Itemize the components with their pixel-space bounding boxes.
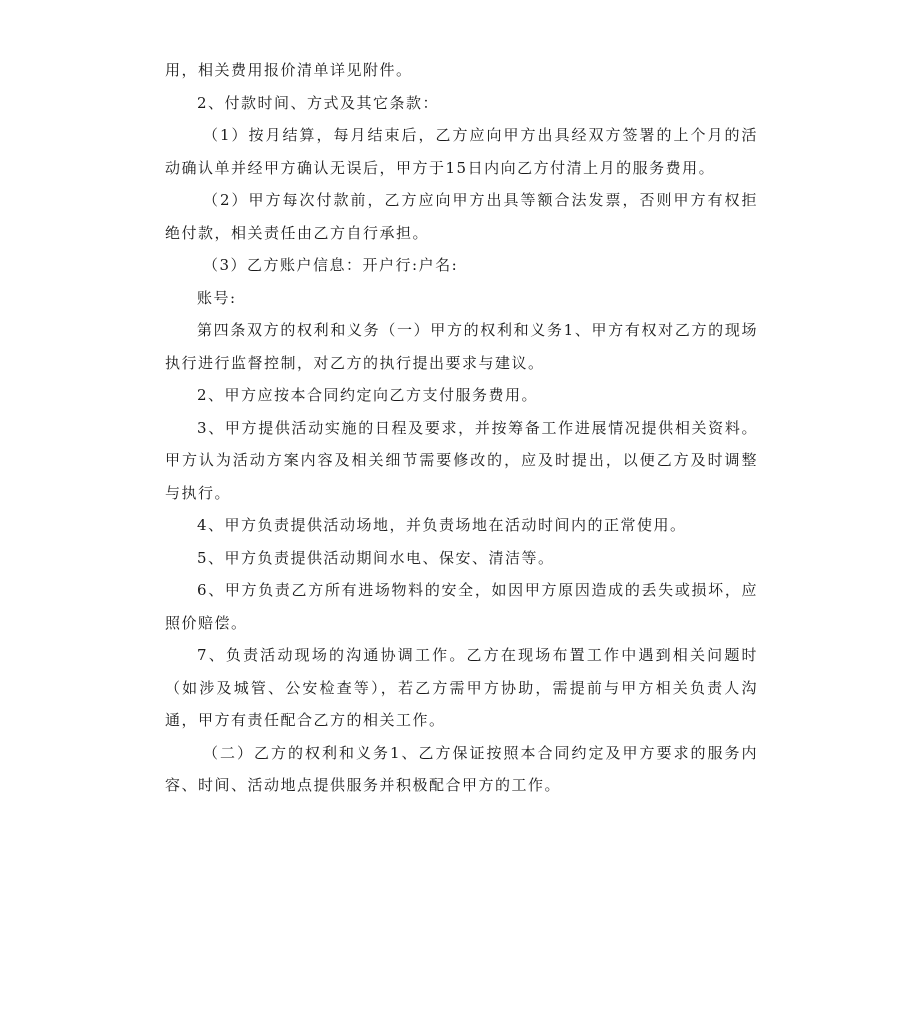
paragraph-party-a-materials: 6、甲方负责乙方所有进场物料的安全，如因甲方原因造成的丢失或损坏，应照价赔偿。 <box>165 581 758 632</box>
paragraph-payment-terms-heading: 2、付款时间、方式及其它条款： <box>197 93 440 112</box>
paragraph-invoice: （2）甲方每次付款前，乙方应向甲方出具等额合法发票，否则甲方有权拒绝付款，相关责任由乙方自行承担。 <box>165 191 758 242</box>
paragraph-continuation: 用，相关费用报价清单详见附件。 <box>165 61 413 79</box>
paragraph-party-a-payment: 2、甲方应按本合同约定向乙方支付服务费用。 <box>197 386 539 404</box>
document-body <box>165 54 758 802</box>
paragraph-article-four: 第四条双方的权利和义务（一）甲方的权利和义务1、甲方有权对乙方的现场执行进行监督控制，对乙方的执行提出要求与建议。 <box>165 321 758 372</box>
paragraph-party-a-schedule: 3、甲方提供活动实施的日程及要求，并按筹备工作进展情况提供相关资料。甲方认为活动方案内容及相关细节需要修改的，应及时提出，以便乙方及时调整与执行。 <box>165 418 758 502</box>
paragraph-monthly-settlement: （1）按月结算，每月结束后，乙方应向甲方出具经双方签署的上个月的活动确认单并经甲方确认无误后，甲方于15日内向乙方付清上月的服务费用。 <box>165 126 758 177</box>
paragraph-party-a-utilities: 5、甲方负责提供活动期间水电、保安、清洁等。 <box>197 548 555 567</box>
paragraph-account-info: （3）乙方账户信息：开户行:户名: <box>203 256 459 274</box>
paragraph-account-number: 账号: <box>197 288 237 307</box>
paragraph-party-a-venue: 4、甲方负责提供活动场地，并负责场地在活动时间内的正常使用。 <box>197 516 687 534</box>
paragraph-party-a-coordination: 7、负责活动现场的沟通协调工作。乙方在现场布置工作中遇到相关问题时（如涉及城管、公安检查等），若乙方需甲方协助，需提前与甲方相关负责人沟通，甲方有责任配合乙方的相关工作。 <box>165 646 758 729</box>
paragraph-party-b-obligations: （二）乙方的权利和义务1、乙方保证按照本合同约定及甲方要求的服务内容、时间、活动地点提供服务并积极配合甲方的工作。 <box>165 743 758 794</box>
